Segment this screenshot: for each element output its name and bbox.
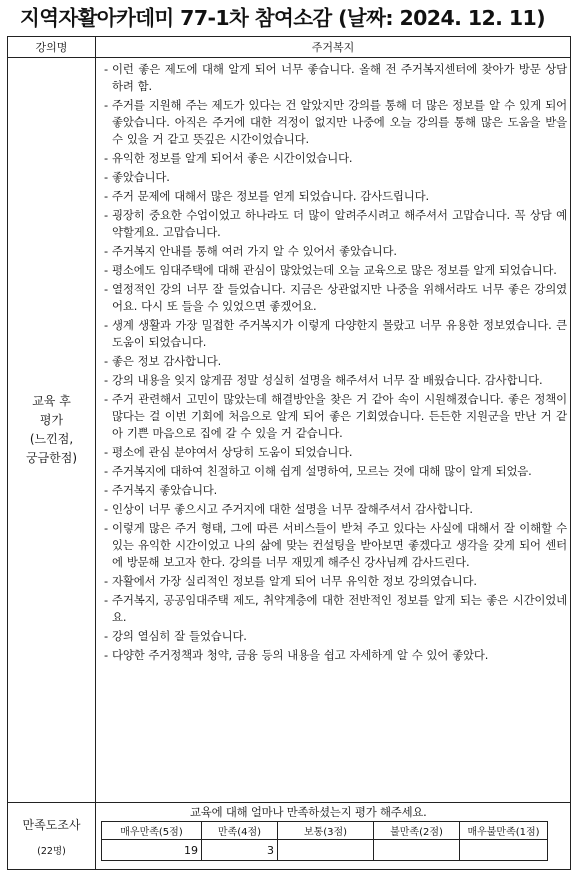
survey-label-cell [8,803,96,870]
list-item [96,169,568,186]
list-item [96,520,568,571]
bullet-dash: - [104,170,108,184]
bullet-dash: - [104,629,108,643]
feedback-text: 주거복지 좋았습니다. [112,483,218,497]
feedback-text: 좋은 정보 감사합니다. [112,354,222,368]
feedback-items [96,61,568,664]
rating-header: 보통(3점) [278,822,374,840]
feedback-text: 이렇게 많은 주거 형태, 그에 따른 서비스들이 받쳐 주고 있다는 사실에 대해서 잘 이해할 수 있는 유익한 시간이었고 나의 삶에 맞는 컨설팅을 받아보면 좋겠다고 생각을 갖게 되어 센터에 방문해 보고자 한다. 강의를 너무 재밌게 해주신 강사님께 감사드린다. [112,521,567,569]
list-item [96,372,568,389]
feedback-text: 주거복지 안내를 통해 여러 가지 알 수 있어서 좋았습니다. [112,244,397,258]
feedback-text: 주거복지, 공공임대주택 제도, 취약계층에 대한 전반적인 정보를 알게 되는 좋은 시간이었네요. [112,593,567,624]
lecture-name: 주거복지 [96,37,571,58]
list-item [96,463,568,480]
survey-row [8,803,571,870]
bullet-dash: - [104,189,108,203]
feedback-text: 인상이 너무 좋으시고 주거지에 대한 설명을 너무 잘해주셔서 감사합니다. [112,502,473,516]
bullet-dash: - [104,648,108,662]
list-item [96,628,568,645]
evaluation-table [7,36,571,870]
rating-header: 불만족(2점) [374,822,460,840]
list-item [96,262,568,279]
survey-content [96,803,571,870]
feedback-text: 주거 문제에 대해서 많은 정보를 얻게 되었습니다. 감사드립니다. [112,189,429,203]
rating-value [278,840,374,861]
bullet-dash: - [104,263,108,277]
survey-question: 교육에 대해 얼마나 만족하셨는지 평가 해주세요. [190,805,427,819]
bullet-dash: - [104,354,108,368]
list-item [96,97,568,148]
bullet-dash: - [104,373,108,387]
bullet-dash: - [104,521,108,535]
survey-label: 만족도조사 [22,817,81,832]
list-item [96,444,568,461]
evaluation-label-line: 궁금한점) [25,451,78,465]
evaluation-label-line: 교육 후 [32,394,71,408]
bullet-dash: - [104,208,108,222]
feedback-text: 강의 열심히 잘 들었습니다. [112,629,247,643]
rating-header: 매우만족(5점) [102,822,202,840]
bullet-dash: - [104,62,108,76]
bullet-dash: - [104,502,108,516]
bullet-dash: - [104,574,108,588]
rating-value [374,840,460,861]
feedback-text: 평소에 관심 분야여서 상당히 도움이 되었습니다. [112,445,353,459]
bullet-dash: - [104,464,108,478]
list-item [96,207,568,241]
bullet-dash: - [104,392,108,406]
feedback-text: 자활에서 가장 실리적인 정보를 알게 되어 너무 유익한 정보 강의였습니다. [112,574,477,588]
evaluation-row [8,58,571,803]
evaluation-label-line: 평가 [39,413,64,427]
list-item [96,501,568,518]
feedback-text: 주거를 지원해 주는 제도가 있다는 건 알았지만 강의를 통해 더 많은 정보를 알 수 있게 되어 좋았습니다. 아직은 주거에 대한 걱정이 없지만 나중에 오늘 강의를 통해 많은 도움을 받을 수 있을 거 같고 뜻깊은 시간이었습니다. [112,98,567,146]
rating-values-row [102,840,548,861]
rating-value: 3 [202,840,278,861]
feedback-text: 생계 생활과 가장 밀접한 주거복지가 이렇게 다양한지 몰랐고 너무 유용한 정보였습니다. 큰 도움이 되었습니다. [112,318,567,349]
rating-header: 매우불만족(1점) [460,822,548,840]
rating-table [101,821,548,861]
feedback-list [96,58,571,803]
feedback-text: 열정적인 강의 너무 잘 들었습니다. 지금은 상관없지만 나중을 위해서라도 너무 좋은 강의였어요. 다시 또 들을 수 있었으면 좋겠어요. [112,282,567,313]
list-item [96,391,568,442]
feedback-text: 평소에도 임대주택에 대해 관심이 많았었는데 오늘 교육으로 많은 정보를 알게 되었습니다. [112,263,557,277]
list-item [96,573,568,590]
list-item [96,188,568,205]
list-item [96,647,568,664]
feedback-text: 좋았습니다. [112,170,170,184]
list-item [96,243,568,260]
feedback-text: 다양한 주거정책과 청약, 금융 등의 내용을 쉽고 자세하게 알 수 있어 좋았다. [112,648,489,662]
evaluation-label-line: (느낀점, [29,432,74,446]
list-item [96,592,568,626]
bullet-dash: - [104,282,108,296]
bullet-dash: - [104,151,108,165]
list-item [96,61,568,95]
bullet-dash: - [104,593,108,607]
feedback-text: 이런 좋은 제도에 대해 알게 되어 너무 좋습니다. 올해 전 주거복지센터에 찾아가 방문 상담하려 함. [112,62,567,93]
bullet-dash: - [104,445,108,459]
bullet-dash: - [104,483,108,497]
list-item [96,317,568,351]
rating-header-row [102,822,548,840]
bullet-dash: - [104,98,108,112]
feedback-text: 주거복지에 대하여 친절하고 이해 쉽게 설명하여, 모르는 것에 대해 많이 알게 되었음. [112,464,532,478]
feedback-text: 강의 내용을 잊지 않게끔 정말 성실히 설명을 해주셔서 너무 잘 배웠습니다. 감사합니다. [112,373,543,387]
list-item [96,482,568,499]
rating-value: 19 [102,840,202,861]
survey-count: (22명) [37,845,66,857]
page-title: 지역자활아카데미 77-1차 참여소감 (날짜: 2024. 12. 11) [20,6,545,30]
list-item [96,353,568,370]
evaluation-label [8,58,96,803]
list-item [96,281,568,315]
rating-value [460,840,548,861]
feedback-text: 굉장히 중요한 수업이었고 하나라도 더 많이 알려주시려고 해주셔서 고맙습니다. 꼭 상담 예약할게요. 고맙습니다. [112,208,567,239]
table-header-row [8,37,571,58]
list-item [96,150,568,167]
bullet-dash: - [104,318,108,332]
feedback-text: 유익한 정보를 알게 되어서 좋은 시간이었습니다. [112,151,353,165]
lecture-column-header: 강의명 [8,37,96,58]
feedback-text: 주거 관련해서 고민이 많았는데 해결방안을 찾은 거 같아 속이 시원해졌습니다. 좋은 정책이 많다는 걸 이번 기회에 처음으로 알게 되어 좋은 기회였습니다. 든든한 지원군을 만난 거 같아 기쁜 마음으로 집에 갈 수 있을 거 같습니다. [112,392,567,440]
bullet-dash: - [104,244,108,258]
rating-header: 만족(4점) [202,822,278,840]
